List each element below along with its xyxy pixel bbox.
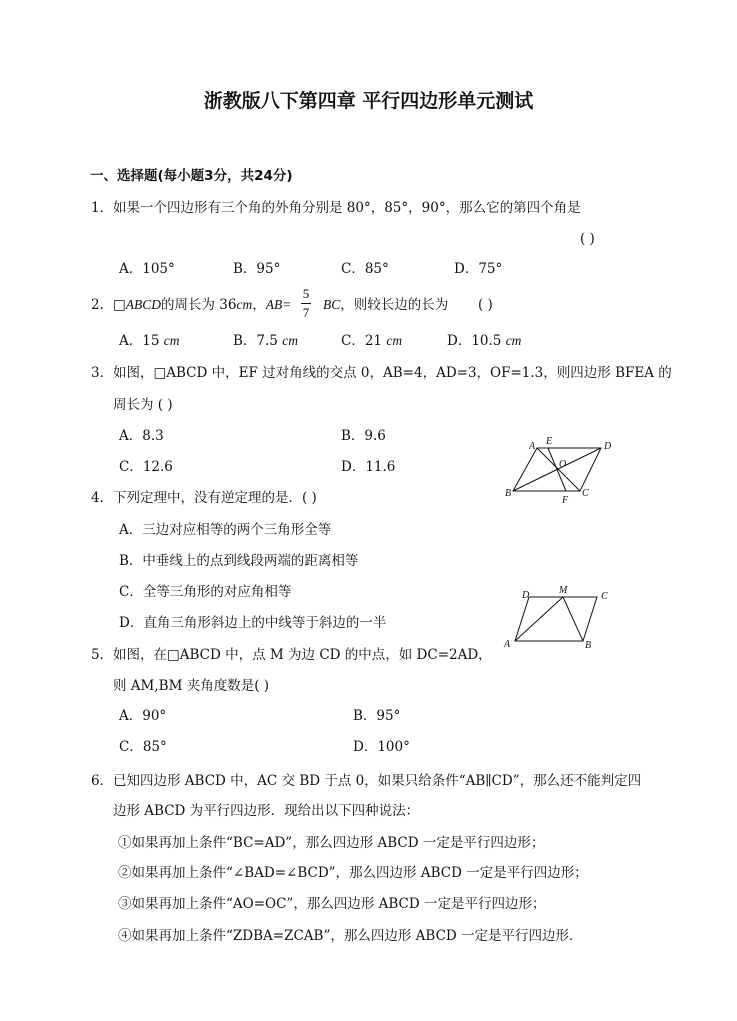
q2-unit: cm — [236, 297, 253, 312]
q2-comma: ， — [252, 297, 266, 313]
q3-option-c: C．12.6 — [119, 459, 173, 475]
q3-option-b: B．9.6 — [341, 428, 386, 444]
q2-stem — [113, 297, 291, 313]
q2-option-c: C．21 cm — [341, 333, 403, 349]
q5-option-b: B．95° — [353, 708, 401, 724]
q2-option-d: D．10.5 cm — [447, 333, 522, 349]
q1-answer-blank: ( ) — [580, 231, 595, 247]
q6-item-4: ④如果再加上条件“ZDBA=ZCAB”，那么四边形 ABCD 一定是平行四边形． — [118, 928, 583, 944]
q2-abcd: ABCD — [125, 297, 162, 312]
q1-number: 1． — [91, 200, 114, 216]
q4-text: 下列定理中，没有逆定理的是．( ) — [113, 490, 317, 506]
fraction-numerator: 5 — [302, 286, 310, 301]
q5-number: 5． — [91, 647, 114, 663]
q5-figure — [500, 582, 625, 652]
q2-question: ，则较长边的长为 — [340, 297, 449, 313]
parallelogram-symbol: □ — [113, 297, 126, 313]
q4-option-b: B．中垂线上的点到线段两端的距离相等 — [119, 553, 359, 569]
q5-label-m: M — [559, 585, 568, 596]
q5-line1: 如图，在□ABCD 中，点 M 为边 CD 的中点，如 DC=2AD， — [113, 647, 492, 663]
q6-item-2: ②如果再加上条件“∠BAD=∠BCD”，那么四边形 ABCD 一定是平行四边形； — [118, 865, 588, 881]
q3-option-d: D．11.6 — [341, 459, 396, 475]
fraction-denominator: 7 — [302, 305, 310, 320]
q5-option-a: A．90° — [119, 708, 167, 724]
q3-number: 3． — [91, 365, 114, 381]
q6-item-3: ③如果再加上条件“AO=OC”，那么四边形 ABCD 一定是平行四边形； — [118, 896, 546, 912]
q5-label-a: A — [504, 639, 511, 650]
q1-option-c: C．85° — [341, 261, 389, 277]
q1-option-d: D．75° — [454, 261, 503, 277]
q3-label-b: B — [505, 488, 512, 499]
q2-bc: BC — [323, 297, 341, 312]
q3-label-o: O — [559, 459, 567, 470]
q6-line1: 已知四边形 ABCD 中，AC 交 BD 于点 0，如果只给条件“AB∥CD”，那么还不能判定四 — [113, 773, 642, 789]
q2-option-a: A．15 cm — [119, 333, 180, 349]
q6-item-1: ①如果再加上条件“BC=AD”，那么四边形 ABCD 一定是平行四边形； — [118, 835, 545, 851]
q4-option-a: A．三边对应相等的两个三角形全等 — [119, 522, 332, 538]
q1-option-a: A．105° — [119, 261, 175, 277]
q5-option-d: D．100° — [353, 739, 410, 755]
q6-number: 6． — [91, 773, 114, 789]
q1-option-b: B．95° — [233, 261, 281, 277]
q3-option-a: A．8.3 — [119, 428, 164, 444]
q3-line1: 如图，□ABCD 中，EF 过对角线的交点 0，AB=4，AD=3，OF=1.3，则四边形 BFEA 的 — [113, 365, 672, 381]
q3-label-e: E — [546, 436, 553, 447]
q1-text: 如果一个四边形有三个角的外角分别是 80°，85°，90°，那么它的第四个角是 — [113, 200, 581, 216]
section-heading: 一、选择题(每小题3分，共24分) — [90, 168, 293, 184]
q2-stem-end — [323, 297, 448, 313]
q3-figure — [500, 432, 625, 510]
q5-line2: 则 AM,BM 夹角度数是( ) — [113, 678, 270, 694]
q4-number: 4． — [91, 490, 114, 506]
q4-option-c: C．全等三角形的对应角相等 — [119, 584, 292, 600]
q6-line2: 边形 ABCD 为平行四边形．现给出以下四种说法： — [113, 803, 420, 819]
page-title: 浙教版八下第四章 平行四边形单元测试 — [203, 90, 534, 112]
q2-perimeter: 的周长为 36 — [161, 297, 237, 313]
q5-option-c: C．85° — [119, 739, 167, 755]
q3-label-d: D — [604, 441, 612, 452]
q2-ab: AB= — [265, 297, 292, 312]
fraction-bar — [301, 303, 311, 304]
q4-option-d: D．直角三角形斜边上的中线等于斜边的一半 — [119, 615, 387, 631]
q5-label-d: D — [522, 590, 530, 601]
q5-segment-bm — [563, 597, 583, 641]
q5-label-b: B — [585, 640, 592, 651]
q2-option-b: B．7.5 cm — [233, 333, 298, 349]
q2-number: 2． — [91, 297, 114, 313]
q5-label-c: C — [601, 591, 608, 602]
q3-label-c: C — [582, 488, 589, 499]
q2-answer-blank: ( ) — [478, 297, 493, 313]
q3-line2: 周长为 ( ) — [113, 397, 173, 413]
q3-label-a: A — [529, 441, 536, 452]
q3-label-f: F — [562, 495, 569, 506]
